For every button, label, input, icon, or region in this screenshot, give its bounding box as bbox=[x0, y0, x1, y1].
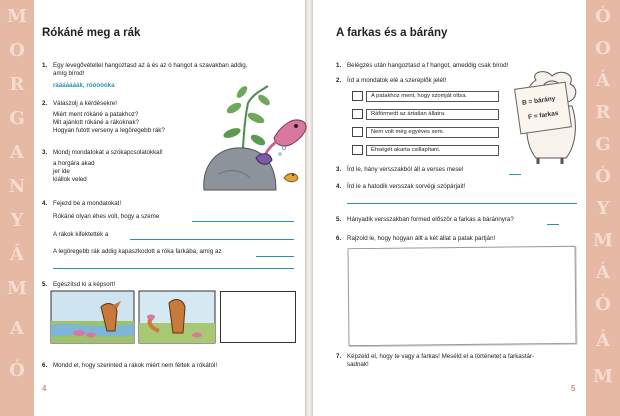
margin-letter: G bbox=[9, 108, 25, 129]
left-page bbox=[34, 0, 305, 416]
margin-letter: Á bbox=[10, 244, 24, 265]
task-number: 2. bbox=[336, 77, 342, 84]
margin-letter: Ó bbox=[595, 294, 611, 315]
speaker-checkbox[interactable] bbox=[352, 145, 363, 155]
task-text: Egészítsd ki a képsort! bbox=[53, 281, 116, 288]
task-number: 7. bbox=[336, 353, 342, 360]
answer-line[interactable] bbox=[509, 174, 521, 175]
question: Miért ment rókáné a patakhoz? bbox=[53, 111, 139, 118]
answer-line[interactable] bbox=[192, 221, 294, 222]
page-number: 4 bbox=[42, 384, 47, 393]
sentence-row: Ráförmedt az ártatlan állatra. bbox=[366, 109, 499, 120]
margin-letter: Á bbox=[596, 70, 610, 91]
margin-letter: O bbox=[9, 40, 25, 61]
left-margin-strip bbox=[0, 0, 34, 416]
right-page bbox=[313, 0, 586, 416]
margin-letter: M bbox=[7, 278, 27, 299]
margin-letter: Á bbox=[596, 330, 610, 351]
sentence-start: A rákok kifektették a bbox=[53, 231, 109, 238]
speaker-checkbox[interactable] bbox=[352, 127, 363, 137]
answer-line[interactable] bbox=[130, 239, 294, 240]
task-number: 1. bbox=[336, 62, 342, 69]
task-text: amíg bírod! bbox=[53, 70, 85, 77]
sentence-row: A patakhoz ment, hogy szomját oltsa. bbox=[366, 91, 499, 102]
task-text: Képzeld el, hogy te vagy a farkas! Meséld el a történetet a farkastár- bbox=[347, 353, 535, 360]
legend-line: B = bárány bbox=[521, 95, 556, 107]
task-number: 6. bbox=[42, 362, 48, 369]
question: Hogyan futott verseny a legöregebb rák? bbox=[53, 127, 165, 134]
margin-letter: Ó bbox=[595, 166, 611, 187]
page-number: 5 bbox=[571, 384, 576, 393]
margin-letter: Y bbox=[10, 210, 24, 231]
task-text: Mondj mondatokat a szókapcsolatokkal! bbox=[53, 149, 163, 156]
task-number: 4. bbox=[336, 183, 342, 190]
sentence-start: Rókáné olyan éhes volt, hogy a szeme bbox=[53, 213, 160, 220]
legend-line: F = farkas bbox=[527, 109, 559, 122]
margin-letter: A bbox=[10, 142, 24, 163]
speaker-checkbox[interactable] bbox=[352, 109, 363, 119]
margin-letter: M bbox=[593, 366, 613, 387]
answer-line[interactable] bbox=[256, 256, 294, 257]
task-number: 6. bbox=[336, 235, 342, 242]
answer-line[interactable] bbox=[347, 203, 577, 204]
task-text: Mondd el, hogy szerinted a rákok miért nem féltek a rókától! bbox=[53, 362, 218, 369]
phrase: kiállok veled bbox=[53, 176, 87, 183]
task-number: 1. bbox=[42, 62, 48, 69]
margin-letter: Á bbox=[596, 262, 610, 283]
task-number: 5. bbox=[336, 216, 342, 223]
margin-letter: Ó bbox=[595, 6, 611, 27]
margin-letter: A bbox=[10, 318, 24, 339]
margin-letter: R bbox=[595, 102, 611, 123]
task-text: Válaszolj a kérdésekre! bbox=[53, 100, 117, 107]
task-number: 4. bbox=[42, 200, 48, 207]
task-text: Írd a mondatok elé a szereplők jelét! bbox=[347, 77, 447, 84]
task-text: Írd le, hány versszakból áll a verses mese! bbox=[347, 166, 464, 173]
margin-letter: N bbox=[8, 176, 26, 197]
page-title: A farkas és a bárány bbox=[336, 27, 448, 39]
sentence-row: Nem volt még egyéves sem. bbox=[366, 127, 499, 138]
task-text: Írd le a hatodik versszak sorvégi szópárjait! bbox=[347, 183, 466, 190]
question: Mit ajánlott rókáné a rákoknak? bbox=[53, 119, 139, 126]
task-text: Belégzés után hangoztasd a f hangot, ameddig csak bírod! bbox=[347, 62, 509, 69]
task-number: 3. bbox=[42, 149, 48, 156]
answer-line[interactable] bbox=[547, 224, 559, 225]
legend-sign bbox=[514, 82, 572, 135]
fox-and-crabs-illustration bbox=[184, 78, 309, 193]
margin-letter: M bbox=[593, 230, 613, 251]
comic-panel-2 bbox=[139, 291, 215, 343]
margin-letter: M bbox=[7, 6, 27, 27]
answer-line[interactable] bbox=[53, 268, 294, 269]
task-text: Egy levegővétellel hangoztasd az á és az ó hangot a szavakban addig, bbox=[53, 62, 248, 69]
speaker-checkbox[interactable] bbox=[352, 91, 363, 101]
comic-panel-1 bbox=[51, 291, 134, 343]
page-title: Rókáné meg a rák bbox=[42, 27, 141, 39]
task-text: Hányadik versszakban formed először a farkas a báránnyra? bbox=[347, 216, 514, 223]
margin-letter: Ó bbox=[9, 360, 25, 381]
margin-letter: G bbox=[595, 134, 611, 155]
phrase: a horgára akad bbox=[53, 160, 95, 167]
book-fold bbox=[305, 0, 313, 416]
phrase: jer ide bbox=[53, 168, 70, 175]
margin-letter: R bbox=[9, 74, 25, 95]
comic-strip bbox=[51, 291, 296, 343]
task-number: 2. bbox=[42, 100, 48, 107]
margin-letter: Y bbox=[596, 198, 610, 219]
task-text: Fejezd be a mondatokat! bbox=[53, 200, 122, 207]
sentence-start: A legöregebb rák addig kapaszkodott a róka farkába, amíg az bbox=[53, 248, 222, 255]
task-number: 5. bbox=[42, 281, 48, 288]
drawing-area[interactable] bbox=[347, 246, 576, 346]
margin-letter: O bbox=[595, 38, 611, 59]
vowel-words: rááááááák, róóóóóka bbox=[53, 82, 115, 89]
sentence-row: Éhségét akarta csillapítani. bbox=[366, 145, 499, 156]
task-number: 3. bbox=[336, 166, 342, 173]
task-text: sadnak! bbox=[347, 361, 369, 368]
comic-panel-empty[interactable] bbox=[220, 291, 296, 343]
task-text: Rajzold le, hogy hogyan állt a két állat a patak partján! bbox=[347, 235, 496, 242]
right-margin-strip bbox=[586, 0, 620, 416]
